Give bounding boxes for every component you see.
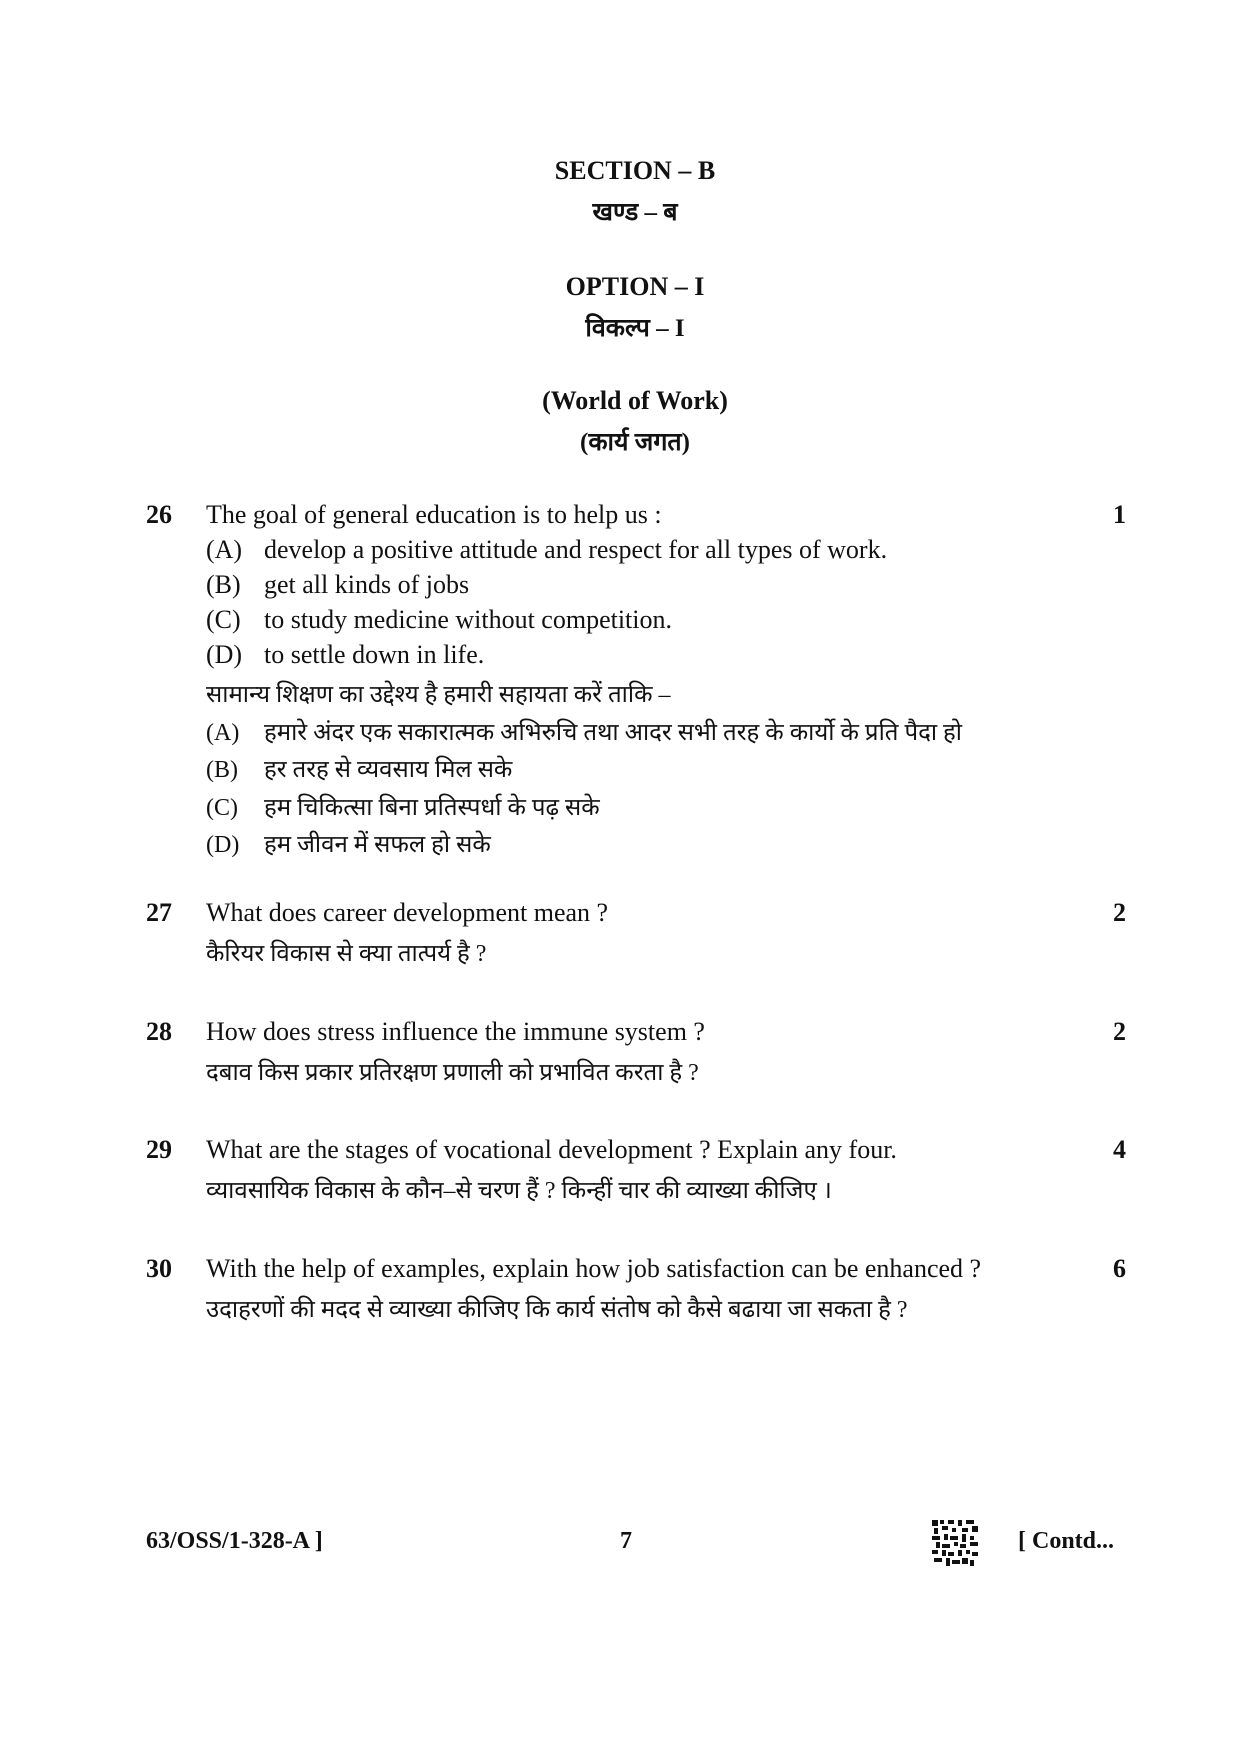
option-text: हर तरह से व्यवसाय मिल सके — [264, 757, 513, 783]
option-text: हमारे अंदर एक सकारात्मक अभिरुचि तथा आदर सभी तरह के कार्यो के प्रति पैदा हो — [264, 720, 963, 746]
option-hi-c — [206, 790, 600, 823]
option-letter: (C) — [206, 605, 241, 634]
question-number: 30 — [146, 1254, 172, 1283]
option-en-a — [206, 535, 887, 565]
option-text: develop a positive attitude and respect for all types of work. — [264, 535, 888, 564]
question-marks: 6 — [1113, 1254, 1126, 1283]
question-27 — [146, 898, 1126, 978]
option-en-c — [206, 605, 672, 635]
option-title-hi: विकल्प – I — [585, 315, 685, 342]
question-text-en: What does career development mean ? — [206, 898, 609, 927]
question-text-hi: कैरियर विकास से क्या तात्पर्य है ? — [206, 941, 487, 967]
option-title-en: OPTION – I — [565, 272, 705, 301]
option-text: get all kinds of jobs — [264, 570, 470, 599]
continued-label: [ Contd... — [1018, 1528, 1115, 1554]
question-marks: 4 — [1113, 1135, 1126, 1164]
option-hi-a — [206, 715, 962, 748]
option-text: to study medicine without competition. — [264, 605, 673, 634]
question-text-hi: सामान्य शिक्षण का उद्देश्य है हमारी सहायता करें ताकि – — [206, 682, 671, 708]
paper-code: 63/OSS/1-328-A ] — [146, 1528, 323, 1554]
topic-title-hi: (कार्य जगत) — [580, 429, 690, 456]
option-letter: (A) — [206, 720, 240, 746]
question-26 — [146, 500, 1126, 860]
question-number: 27 — [146, 898, 172, 927]
question-text-en: How does stress influence the immune system ? — [206, 1017, 705, 1046]
option-letter: (D) — [206, 832, 240, 858]
option-letter: (C) — [206, 795, 238, 821]
question-28 — [146, 1017, 1126, 1097]
question-marks: 2 — [1113, 1017, 1126, 1046]
question-text-hi: दबाव किस प्रकार प्रतिरक्षण प्रणाली को प्रभावित करता है ? — [206, 1060, 699, 1086]
option-letter: (D) — [206, 640, 243, 669]
question-29 — [146, 1135, 1126, 1215]
question-text-en: With the help of examples, explain how job satisfaction can be enhanced ? — [206, 1254, 982, 1283]
option-letter: (B) — [206, 757, 238, 783]
option-en-d — [206, 640, 484, 670]
option-letter: (A) — [206, 535, 243, 564]
question-number: 28 — [146, 1017, 172, 1046]
option-text: हम जीवन में सफल हो सके — [264, 832, 491, 858]
page-number: 7 — [620, 1528, 632, 1554]
option-text: हम चिकित्सा बिना प्रतिस्पर्धा के पढ़ सके — [264, 795, 600, 821]
qr-code-icon — [932, 1520, 978, 1566]
question-marks: 1 — [1113, 500, 1126, 529]
section-title-en: SECTION – B — [554, 156, 716, 185]
option-en-b — [206, 570, 469, 600]
question-number: 29 — [146, 1135, 172, 1164]
question-30 — [146, 1254, 1126, 1334]
topic-title-en: (World of Work) — [542, 386, 728, 415]
question-text-hi: व्यावसायिक विकास के कौन–से चरण हैं ? किन्हीं चार की व्याख्या कीजिए । — [206, 1178, 832, 1204]
question-marks: 2 — [1113, 898, 1126, 927]
option-letter: (B) — [206, 570, 241, 599]
question-number: 26 — [146, 500, 172, 529]
option-text: to settle down in life. — [264, 640, 485, 669]
question-text-en: The goal of general education is to help us : — [206, 500, 662, 529]
option-hi-d — [206, 827, 491, 860]
option-hi-b — [206, 752, 512, 785]
question-text-en: What are the stages of vocational development ? Explain any four. — [206, 1135, 897, 1164]
question-text-hi: उदाहरणों की मदद से व्याख्या कीजिए कि कार्य संतोष को कैसे बढाया जा सकता है ? — [206, 1297, 908, 1323]
section-title-hi: खण्ड – ब — [592, 199, 678, 226]
